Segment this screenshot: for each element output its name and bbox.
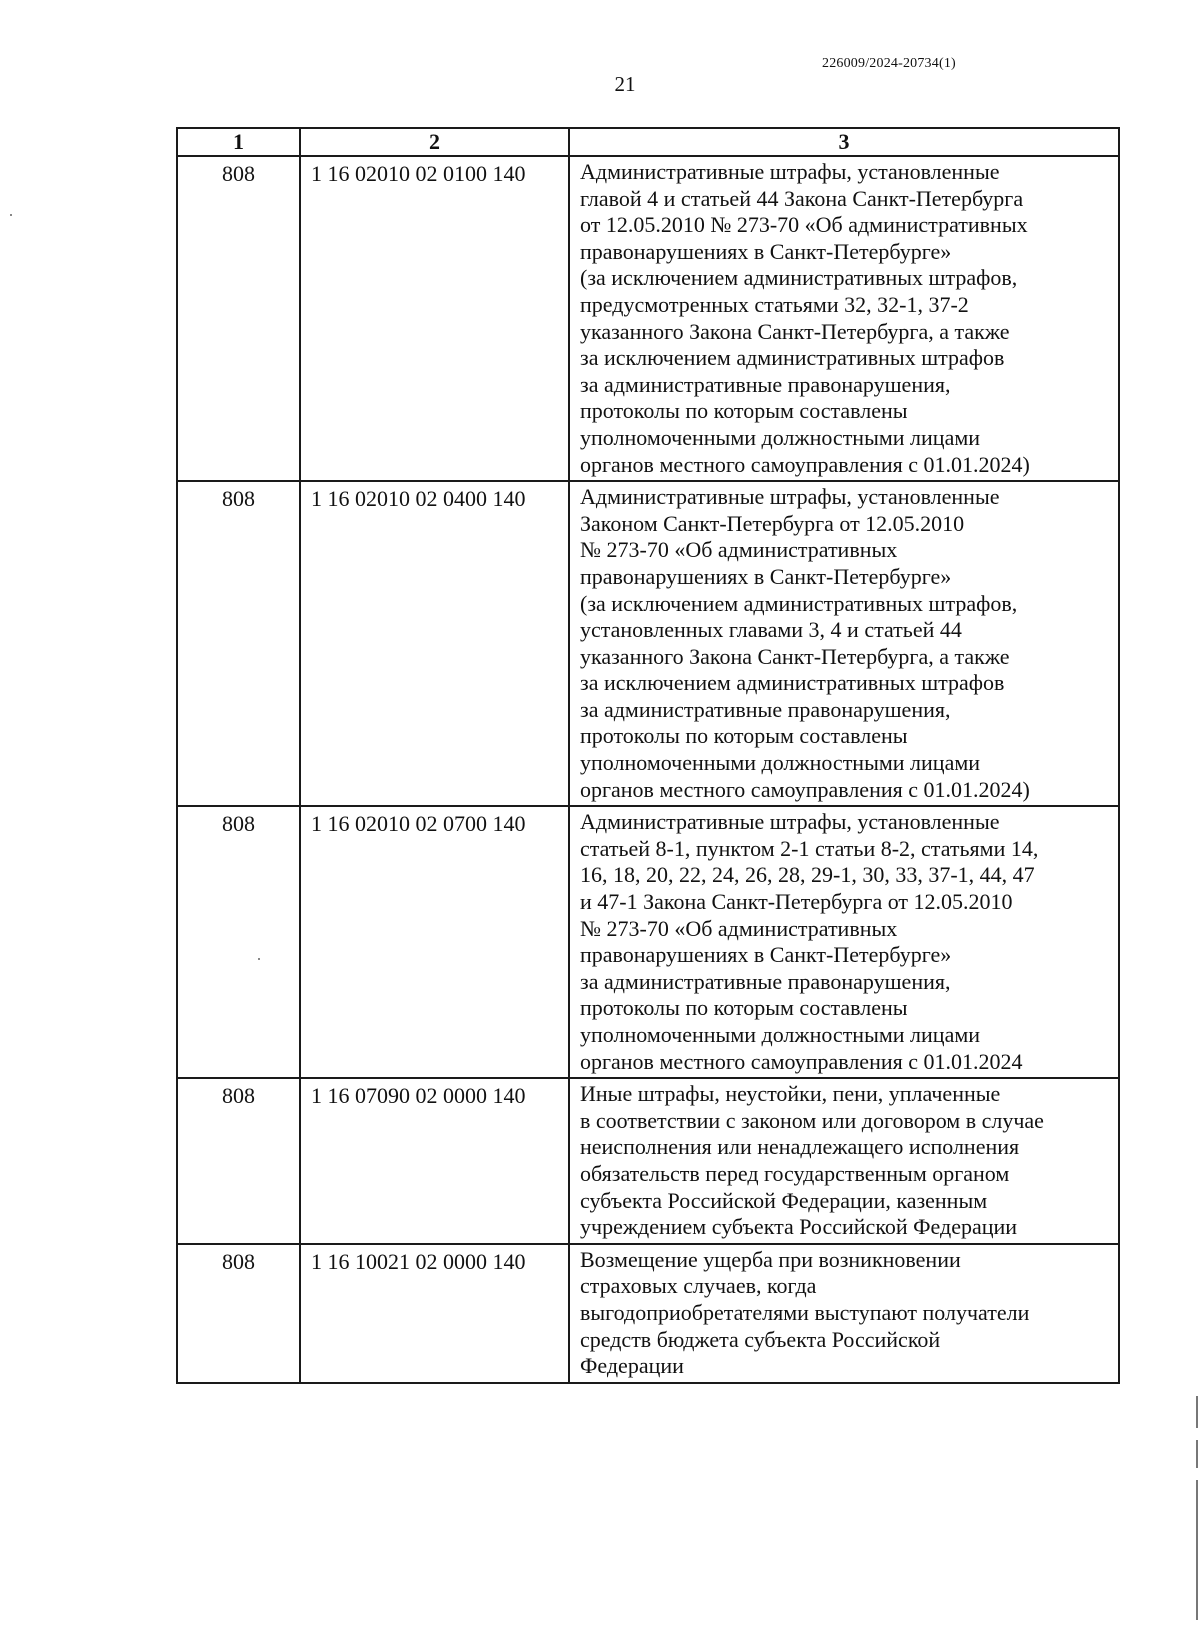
description-line: Законом Санкт-Петербурга от 12.05.2010: [580, 510, 965, 536]
description-line: за административные правонарушения,: [580, 371, 951, 397]
scan-edge-mark: [1196, 1396, 1198, 1428]
admin-code-cell: 808: [177, 156, 300, 481]
scan-edge-mark: [1196, 1480, 1198, 1620]
scan-dust: [258, 958, 260, 960]
document-registration-number: 226009/2024-20734(1): [822, 56, 956, 71]
column-header-3: 3: [569, 128, 1119, 156]
description-line: выгодоприобретателями выступают получатели: [580, 1299, 1030, 1325]
description-line: органов местного самоуправления с 01.01.2024: [580, 1048, 1023, 1074]
description-line: Административные штрафы, установленные: [580, 159, 1000, 184]
admin-code-cell: 808: [177, 1078, 300, 1244]
description-line: страховых случаев, когда: [580, 1273, 817, 1299]
scan-dust: [10, 214, 12, 216]
budget-classification-code-cell: 1 16 02010 02 0400 140: [300, 481, 569, 806]
description-line: уполномоченными должностными лицами: [580, 424, 981, 450]
description-line: средств бюджета субъекта Российской: [580, 1326, 941, 1352]
description-line: главой 4 и статьей 44 Закона Санкт-Петербурга: [580, 185, 1024, 211]
description-line: правонарушениях в Санкт-Петербурге»: [580, 563, 952, 589]
description-cell: [569, 1244, 1119, 1383]
budget-classification-code-cell: 1 16 07090 02 0000 140: [300, 1078, 569, 1244]
column-header-2: 2: [300, 128, 569, 156]
budget-codes-table-container: [176, 127, 1118, 1384]
budget-classification-code-cell: 1 16 10021 02 0000 140: [300, 1244, 569, 1383]
description-line: установленных главами 3, 4 и статьей 44: [580, 617, 962, 643]
description-line: уполномоченными должностными лицами: [580, 750, 981, 776]
table-row: [177, 1244, 1119, 1383]
description-line: протоколы по которым составлены: [580, 398, 908, 424]
description-cell: [569, 481, 1119, 806]
description-line: органов местного самоуправления с 01.01.2024): [580, 776, 1030, 802]
description-line: Федерации: [580, 1353, 684, 1379]
description-line: указанного Закона Санкт-Петербурга, а также: [580, 643, 1010, 669]
description-line: 16, 18, 20, 22, 24, 26, 28, 29-1, 30, 33, 37-1, 44, 47: [580, 862, 1035, 888]
scan-edge-mark: [1196, 1440, 1198, 1468]
column-header-1: 1: [177, 128, 300, 156]
description-line: субъекта Российской Федерации, казенным: [580, 1187, 988, 1213]
description-line: неисполнения или ненадлежащего исполнения: [580, 1134, 1020, 1160]
description-line: органов местного самоуправления с 01.01.2024): [580, 451, 1030, 477]
description-line: предусмотренных статьями 32, 32-1, 37-2: [580, 291, 969, 317]
description-line: Иные штрафы, неустойки, пени, уплаченные: [580, 1081, 1001, 1107]
description-line: № 273-70 «Об административных: [580, 915, 898, 941]
description-line: статьей 8-1, пунктом 2-1 статьи 8-2, статьями 14,: [580, 835, 1039, 861]
description-cell: [569, 156, 1119, 481]
table-header-row: [177, 128, 1119, 156]
table-row: [177, 806, 1119, 1078]
description-line: № 273-70 «Об административных: [580, 537, 898, 563]
page-number: 21: [614, 72, 636, 96]
budget-classification-code-cell: 1 16 02010 02 0700 140: [300, 806, 569, 1078]
table-row: [177, 1078, 1119, 1244]
description-line: за административные правонарушения,: [580, 696, 951, 722]
description-line: в соответствии с законом или договором в случае: [580, 1107, 1044, 1133]
description-line: учреждением субъекта Российской Федерации: [580, 1214, 1018, 1240]
description-line: (за исключением административных штрафов,: [580, 590, 1018, 616]
description-line: (за исключением административных штрафов,: [580, 265, 1018, 291]
description-line: Возмещение ущерба при возникновении: [580, 1246, 961, 1272]
description-line: правонарушениях в Санкт-Петербурге»: [580, 942, 952, 968]
description-cell: [569, 1078, 1119, 1244]
table-row: [177, 481, 1119, 806]
description-line: от 12.05.2010 № 273-70 «Об административных: [580, 212, 1028, 238]
description-line: Административные штрафы, установленные: [580, 809, 1000, 835]
description-line: указанного Закона Санкт-Петербурга, а также: [580, 318, 1010, 344]
table-body: [177, 156, 1119, 1383]
description-line: и 47-1 Закона Санкт-Петербурга от 12.05.2010: [580, 889, 1013, 915]
description-line: за исключением административных штрафов: [580, 670, 1005, 696]
budget-classification-code-cell: 1 16 02010 02 0100 140: [300, 156, 569, 481]
description-line: Административные штрафы, установленные: [580, 484, 1000, 510]
description-line: за исключением административных штрафов: [580, 345, 1005, 371]
description-line: уполномоченными должностными лицами: [580, 1022, 981, 1047]
budget-codes-table: [176, 127, 1120, 1384]
description-line: правонарушениях в Санкт-Петербурге»: [580, 238, 952, 264]
description-cell: [569, 806, 1119, 1078]
admin-code-cell: 808: [177, 1244, 300, 1383]
description-line: за административные правонарушения,: [580, 968, 951, 994]
description-line: протоколы по которым составлены: [580, 995, 908, 1021]
description-line: протоколы по которым составлены: [580, 723, 908, 749]
table-row: [177, 156, 1119, 481]
admin-code-cell: 808: [177, 481, 300, 806]
description-line: обязательств перед государственным органом: [580, 1160, 1010, 1186]
admin-code-cell: 808: [177, 806, 300, 1078]
